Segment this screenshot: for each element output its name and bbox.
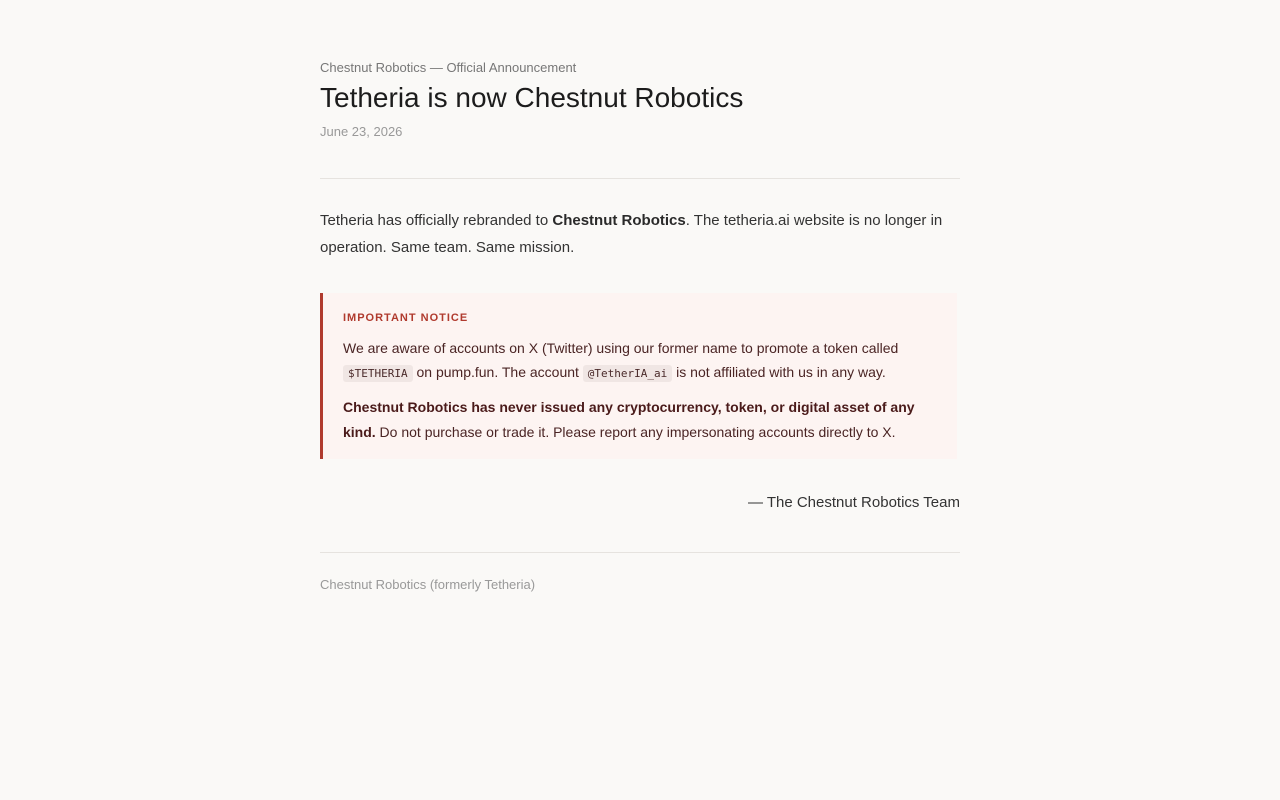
notice-text: We are aware of accounts on X (Twitter) using our former name to promote a token called (343, 340, 899, 356)
notice-no-crypto-statement: Chestnut Robotics has never issued any cryptocurrency, token, or digital asset of any kind. (343, 399, 915, 440)
announcement-kicker: Chestnut Robotics — Official Announcement (320, 60, 577, 75)
team-signoff: — The Chestnut Robotics Team (747, 494, 960, 511)
footer-text: Chestnut Robotics (formerly Tetheria) (320, 577, 536, 592)
notice-paragraph-no-crypto (343, 395, 937, 445)
notice-label: IMPORTANT NOTICE (343, 312, 469, 324)
footer-divider (320, 552, 960, 553)
intro-text-after: . The tetheria.ai website is no longer in operation. Same team. Same mission. (320, 212, 943, 256)
intro-text-before: Tetheria has officially rebranded to (320, 212, 553, 229)
notice-text: on pump.fun. The account (412, 364, 583, 380)
intro-brand-name: Chestnut Robotics (552, 212, 686, 229)
impersonating-account-code: @TetherIA_ai (583, 365, 672, 382)
important-notice-box (320, 293, 957, 459)
header-divider (320, 178, 960, 179)
notice-paragraph-scam-accounts (343, 336, 937, 386)
token-ticker-code: $TETHERIA (343, 365, 413, 382)
page-title: Tetheria is now Chestnut Robotics (320, 82, 744, 113)
notice-text: Do not purchase or trade it. Please report any impersonating accounts directly to X. (375, 424, 896, 440)
intro-paragraph (320, 207, 960, 261)
publish-date: June 23, 2026 (320, 124, 403, 139)
notice-text: is not affiliated with us in any way. (672, 364, 886, 380)
